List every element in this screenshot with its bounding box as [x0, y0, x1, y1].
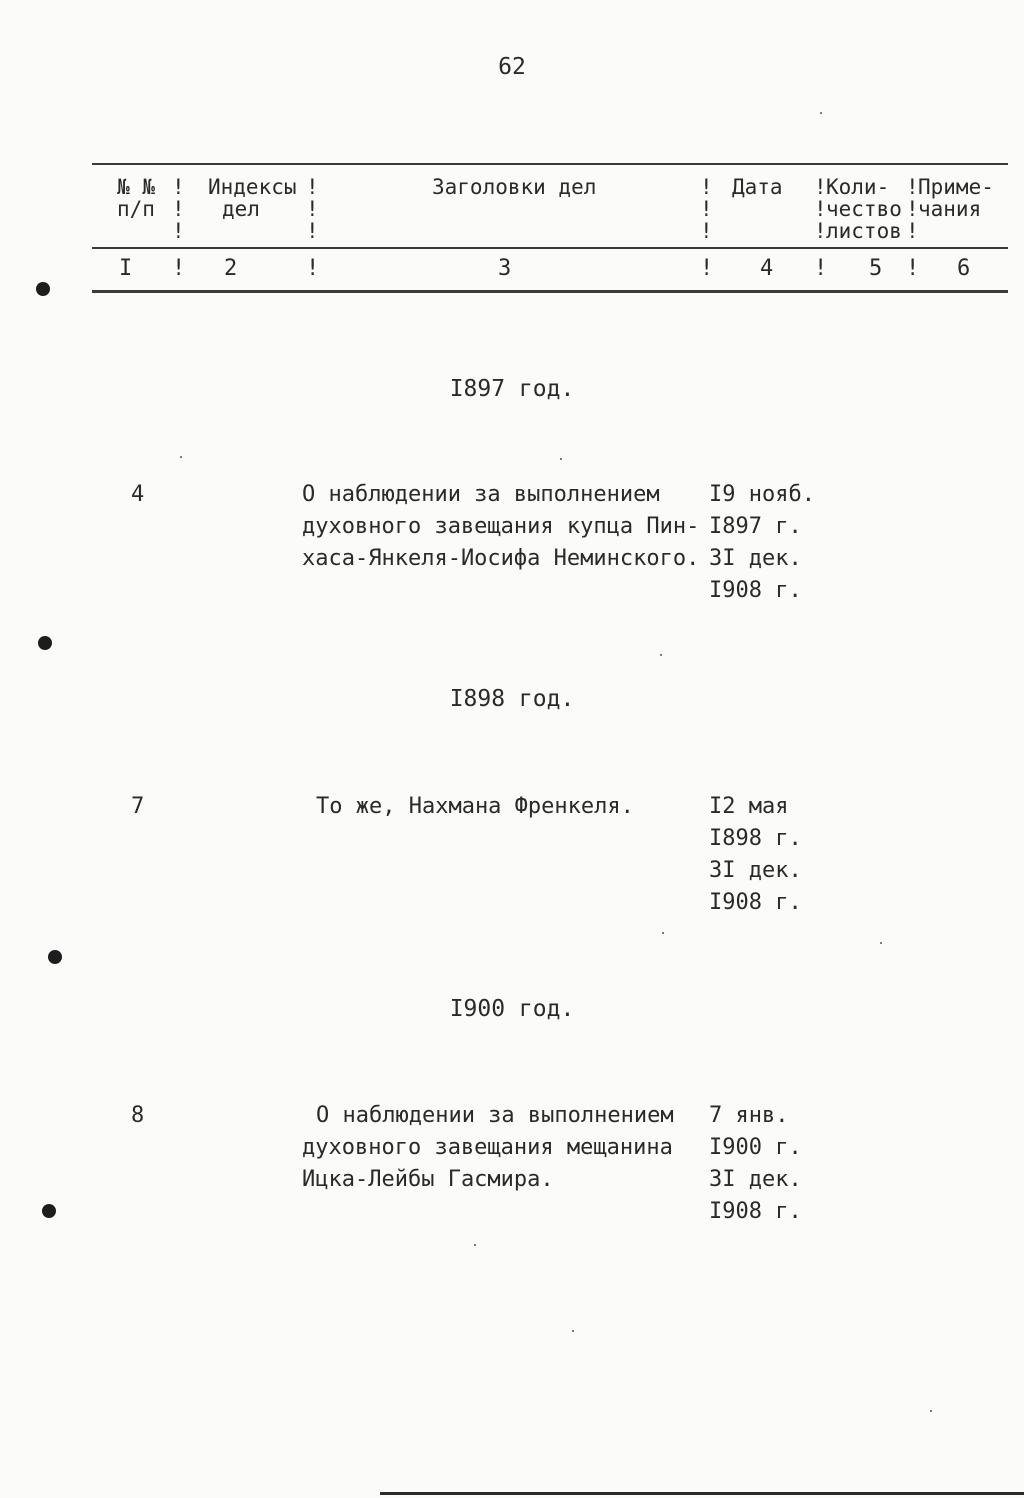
case-date-line: I898 г.: [709, 826, 802, 851]
case-title-line: духовного завещания купца Пин-: [302, 514, 700, 539]
punch-hole-mark: [42, 1204, 56, 1218]
column-number: 6: [957, 256, 971, 281]
separator-mark: !: [700, 219, 713, 243]
separator-mark: !: [700, 256, 714, 281]
scan-speck: [180, 456, 182, 458]
case-date-line: 3I дек.: [709, 546, 802, 571]
year-heading: I898 год.: [449, 686, 575, 712]
column-number: I: [119, 256, 133, 281]
scan-speck: [572, 1330, 574, 1332]
separator-mark: !: [172, 256, 186, 281]
scan-speck: [474, 1244, 476, 1246]
case-date-line: 3I дек.: [709, 1167, 802, 1192]
separator-mark: !: [906, 256, 920, 281]
case-date-line: I9 нояб.: [709, 482, 815, 507]
separator-mark: !: [700, 197, 713, 221]
case-title-line: О наблюдении за выполнением: [302, 482, 660, 507]
column-number: 4: [760, 256, 774, 281]
scan-speck: [662, 932, 664, 934]
separator-mark: !: [700, 175, 713, 199]
separator-mark: !: [306, 197, 319, 221]
punch-hole-mark: [36, 282, 50, 296]
separator-mark: !: [906, 197, 919, 221]
separator-mark: !: [906, 175, 919, 199]
case-date-line: I897 г.: [709, 514, 802, 539]
header-col4: Дата: [732, 175, 783, 199]
header-col1-line1: № №: [117, 175, 155, 199]
case-title-line: О наблюдении за выполнением: [316, 1103, 674, 1128]
header-top-rule: [92, 163, 1008, 165]
case-date-line: I2 мая: [709, 794, 789, 819]
separator-mark: !: [172, 219, 185, 243]
separator-mark: !: [814, 175, 827, 199]
header-col5-line3: листов: [826, 219, 902, 243]
separator-mark: !: [172, 175, 185, 199]
scan-speck: [660, 654, 662, 656]
case-date-line: I900 г.: [709, 1135, 802, 1160]
year-heading: I900 год.: [449, 996, 575, 1022]
header-bottom-rule: [92, 290, 1008, 293]
page-number: 62: [498, 54, 526, 80]
case-number: 8: [131, 1103, 145, 1128]
separator-mark: !: [306, 256, 320, 281]
punch-hole-mark: [38, 636, 52, 650]
scan-speck: [930, 1410, 932, 1412]
header-col5-line2: чество: [826, 197, 902, 221]
case-title-line: То же, Нахмана Френкеля.: [316, 794, 634, 819]
separator-mark: !: [814, 197, 827, 221]
header-col2-line1: Индексы: [208, 175, 297, 199]
punch-hole-mark: [48, 950, 62, 964]
scan-speck: [820, 112, 822, 114]
case-title-line: хаса-Янкеля-Иосифа Неминского.: [302, 546, 700, 571]
separator-mark: !: [306, 219, 319, 243]
header-col6-line1: Приме-: [918, 175, 994, 199]
case-date-line: I908 г.: [709, 578, 802, 603]
separator-mark: !: [906, 219, 919, 243]
column-number: 5: [869, 256, 883, 281]
header-col3: Заголовки дел: [432, 175, 597, 199]
separator-mark: !: [306, 175, 319, 199]
case-date-line: 3I дек.: [709, 858, 802, 883]
scan-speck: [560, 458, 562, 460]
case-date-line: I908 г.: [709, 890, 802, 915]
case-number: 7: [131, 794, 145, 819]
header-col1-line2: п/п: [117, 197, 155, 221]
page-bottom-edge: [380, 1492, 1024, 1495]
year-heading: I897 год.: [449, 376, 575, 402]
scan-speck: [880, 942, 882, 944]
case-number: 4: [131, 482, 145, 507]
case-date-line: I908 г.: [709, 1199, 802, 1224]
case-title-line: духовного завещания мещанина: [302, 1135, 673, 1160]
separator-mark: !: [814, 256, 828, 281]
header-col5-line1: Коли-: [826, 175, 890, 199]
column-number: 2: [224, 256, 238, 281]
separator-mark: !: [814, 219, 827, 243]
header-middle-rule: [92, 247, 1008, 249]
header-col6-line2: чания: [918, 197, 982, 221]
separator-mark: !: [172, 197, 185, 221]
header-col2-line2: дел: [222, 197, 260, 221]
case-title-line: Ицка-Лейбы Гасмира.: [302, 1167, 554, 1192]
column-number: 3: [498, 256, 512, 281]
case-date-line: 7 янв.: [709, 1103, 789, 1128]
